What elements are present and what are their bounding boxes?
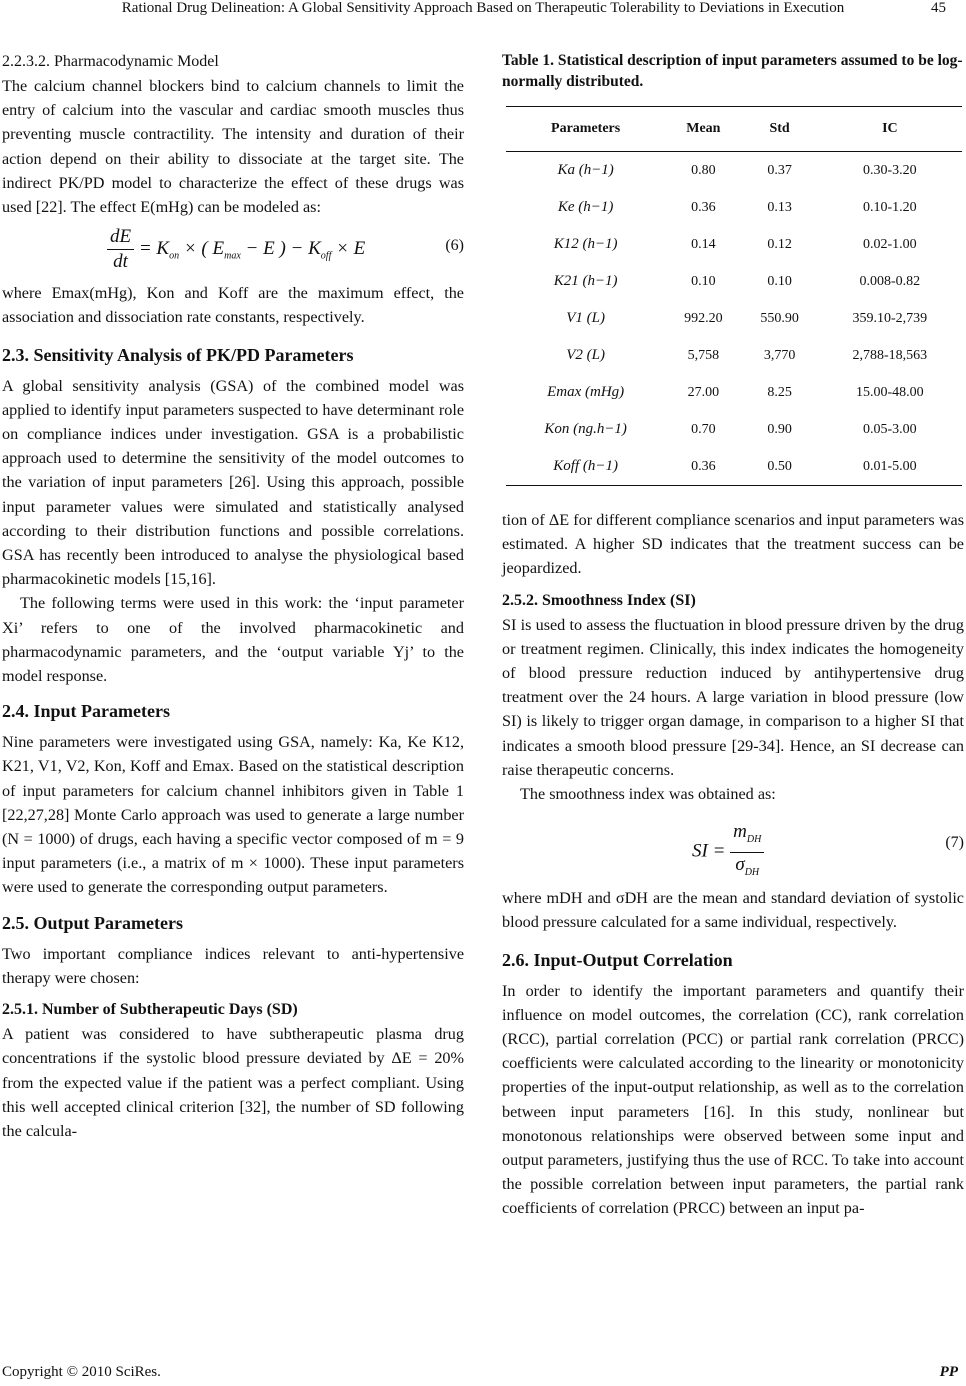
param-cell: Koff (h−1)	[553, 458, 618, 474]
mean-cell: 27.00	[687, 384, 720, 400]
correlation-paragraph: In order to identify the important parameters and quantify their influence on model outcomes, the correlation (CC), rank correlation (RCC), partial correlation (PCC) or partial rank correlation (PRCC) coefficients were calculated according to the linearity or monotonicity properties of the input-output relationship, as well as to the correlation between input parameters [16]. In this study, nonlinear but monotonous relationships were observed between some input and output parameters, justifying thus the use of RCC. To take into account the possible correlation between input parameters, the partial rank coefficients of correlation (PRCC) between an input pa-	[502, 981, 964, 1218]
left-column	[2, 50, 464, 1143]
sd-continued-paragraph: tion of ΔE for different compliance scenarios and input parameters was estimated. A higher SD indicates that the treatment success can be jeopardized.	[502, 511, 964, 578]
mean-cell: 0.14	[691, 236, 716, 252]
equation-6-formula: $\frac{dE}{dt}$ = $K_{on}$ × ( $E_{max} - E$ ) − $K_{off} \times E$	[107, 225, 365, 274]
table-row	[506, 263, 962, 300]
table-1-caption: Table 1. Statistical description of input parameters assumed to be log-normally distributed.	[502, 52, 963, 90]
smoothness-index-paragraph: SI is used to assess the fluctuation in blood pressure driven by the drug or treatment regimen. Clinically, this index indicates the homogeneity of blood pressure reduction induced by antihypertensive drug treatment over the 24 hours. A large variation in blood pressure (low SI) is likely to trigger organ damage, in comparison to a higher SI that indicates a smooth blood pressure [29-34]. Hence, an SI decrease can raise therapeutic concerns.	[502, 615, 964, 779]
section-2-4-heading: 2.4. Input Parameters	[2, 701, 170, 722]
ic-cell: 2,788-18,563	[852, 347, 928, 363]
table-header-row	[506, 107, 962, 152]
copyright-text: Copyright © 2010 SciRes.	[2, 1364, 161, 1380]
param-cell: K21 (h−1)	[553, 273, 618, 289]
section-2-6-heading: 2.6. Input-Output Correlation	[502, 949, 733, 970]
equation-6	[2, 219, 464, 281]
std-cell: 0.37	[767, 162, 792, 178]
equation-7-formula: SI = $\frac{m_{DH}}{\sigma_{DH}}$	[692, 820, 764, 885]
mean-cell: 0.36	[691, 199, 716, 215]
col-header-std: Std	[769, 121, 790, 136]
std-cell: 0.10	[767, 273, 792, 289]
running-header	[20, 0, 946, 22]
terms-paragraph: The following terms were used in this work: the ‘input parameter Xi’ refers to one of the involved pharmacokinetic and pharmacodynamic parameters, and the ‘output variable Yj’ to the model response.	[2, 594, 464, 686]
table-row	[506, 189, 962, 226]
mean-cell: 0.70	[691, 421, 716, 437]
param-cell: V1 (L)	[566, 310, 605, 326]
std-cell: 0.50	[767, 458, 792, 474]
journal-abbreviation: PP	[939, 1364, 958, 1380]
param-cell: K12 (h−1)	[553, 236, 618, 252]
equation-7	[502, 806, 964, 886]
col-header-parameters: Parameters	[551, 121, 621, 136]
std-cell: 0.12	[767, 236, 792, 252]
gsa-paragraph: A global sensitivity analysis (GSA) of the combined model was applied to identify input parameters suspected to have determinant role on compliance indices under investigation. GSA is a probabilistic approach used to determine the sensitivity of the model outcomes to the variation of input parameters [26]. Using this approach, possible input parameter values were simulated and statistically analysed according to their distribution functions and possible correlations. GSA has recently been introduced to analyse the physiological based pharmacokinetic models [15,16].	[2, 376, 464, 589]
ic-cell: 0.02-1.00	[863, 236, 917, 252]
ic-cell: 0.10-1.20	[863, 199, 917, 215]
section-2-2-3-2-heading: 2.2.3.2. Pharmacodynamic Model	[2, 53, 219, 70]
table-1	[506, 106, 962, 486]
section-2-5-2-heading: 2.5.2. Smoothness Index (SI)	[502, 591, 696, 609]
param-cell: V2 (L)	[566, 347, 605, 363]
col-header-ic: IC	[882, 121, 898, 136]
std-cell: 550.90	[760, 310, 799, 326]
table-row	[506, 411, 962, 448]
output-parameters-paragraph: Two important compliance indices relevant to anti-hypertensive therapy were chosen:	[2, 944, 464, 987]
param-cell: Emax (mHg)	[547, 384, 625, 400]
table-row	[506, 337, 962, 374]
mean-cell: 5,758	[687, 347, 720, 363]
std-cell: 8.25	[767, 384, 792, 400]
table-row	[506, 374, 962, 411]
std-cell: 3,770	[763, 347, 796, 363]
param-cell: Ke (h−1)	[557, 199, 614, 215]
input-parameters-paragraph: Nine parameters were investigated using GSA, namely: Ka, Ke K12, K21, V1, V2, Kon, Koff and Emax. Based on the statistical description of input parameters for calcium channel inhibitors given in Table 1 [22,27,28] Monte Carlo approach was used to generate a large number (N = 1000) of drugs, each having a specific vector composed of m = 9 input parameters (i.e., a matrix of m × 1000). These input parameters were used to generate the corresponding output parameters.	[2, 733, 464, 897]
equation-7-where: where mDH and σDH are the mean and standard deviation of systolic blood pressure calculated for a same individual, respectively.	[502, 889, 964, 932]
ic-cell: 15.00-48.00	[856, 384, 924, 400]
mean-cell: 0.36	[691, 458, 716, 474]
section-2-5-heading: 2.5. Output Parameters	[2, 912, 183, 933]
ic-cell: 0.008-0.82	[859, 273, 921, 289]
pd-model-paragraph: The calcium channel blockers bind to calcium channels to limit the entry of calcium into the vascular and cardiac smooth muscles thus preventing muscle contractility. The intensity and duration of their action depend on their ability to dissociate at the target site. The indirect PK/PD model to characterize the effect of these drugs was used [22]. The effect E(mHg) can be modeled as:	[2, 77, 464, 217]
mean-cell: 0.80	[691, 162, 716, 178]
section-2-5-1-heading: 2.5.1. Number of Subtherapeutic Days (SD)	[2, 1001, 298, 1019]
running-title: Rational Drug Delineation: A Global Sensitivity Approach Based on Therapeutic Tolerability to Deviations in Execution	[121, 0, 845, 16]
std-cell: 0.90	[767, 421, 792, 437]
page-footer	[2, 1364, 962, 1381]
page-number: 45	[931, 0, 946, 16]
param-cell: Ka (h−1)	[557, 162, 614, 178]
col-header-mean: Mean	[686, 121, 721, 136]
ic-cell: 0.01-5.00	[863, 458, 917, 474]
right-column	[502, 50, 964, 1221]
table-row	[506, 152, 962, 190]
ic-cell: 0.05-3.00	[863, 421, 917, 437]
mean-cell: 992.20	[684, 310, 723, 326]
std-cell: 0.13	[767, 199, 792, 215]
section-2-3-heading: 2.3. Sensitivity Analysis of PK/PD Parameters	[2, 344, 354, 365]
equation-7-number: (7)	[945, 834, 964, 852]
table-row	[506, 448, 962, 486]
table-row	[506, 300, 962, 337]
ic-cell: 0.30-3.20	[863, 162, 917, 178]
subtherapeutic-days-paragraph: A patient was considered to have subtherapeutic plasma drug concentrations if the systolic blood pressure deviated by ΔE = 20% from the expected value if the patient was a perfect compliant. Using this well accepted clinical criterion [32], the number of SD following the calcula-	[2, 1025, 464, 1140]
equation-6-number: (6)	[445, 237, 464, 255]
equation-6-where: where Emax(mHg), Kon and Koff are the maximum effect, the association and dissociation rate constants, respectively.	[2, 284, 464, 327]
ic-cell: 359.10-2,739	[852, 310, 928, 326]
mean-cell: 0.10	[691, 273, 716, 289]
param-cell: Kon (ng.h−1)	[544, 421, 627, 437]
table-row	[506, 226, 962, 263]
smoothness-index-intro: The smoothness index was obtained as:	[520, 785, 776, 804]
